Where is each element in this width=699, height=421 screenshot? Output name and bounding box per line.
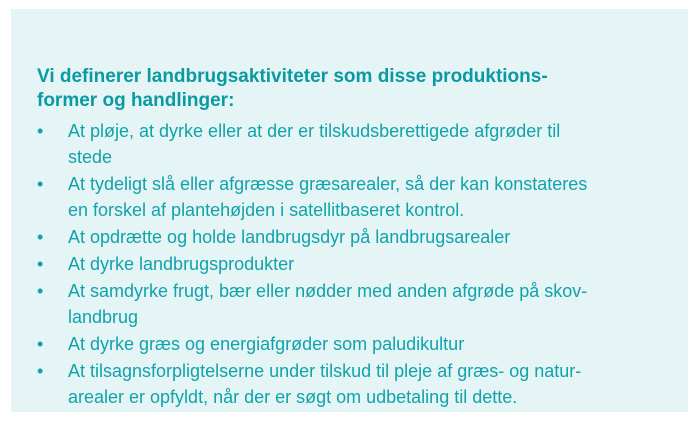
bullet: • bbox=[37, 254, 44, 274]
list-item-line: en forskel af plantehøjden i satellitbaseret kontrol. bbox=[68, 200, 465, 220]
list-item bbox=[11, 118, 688, 170]
list-item-line: arealer er opfyldt, når der er søgt om udbetaling til dette. bbox=[68, 387, 518, 407]
list-item bbox=[11, 358, 688, 410]
heading-line-2: former og handlinger: bbox=[37, 90, 235, 111]
bullet: • bbox=[37, 227, 44, 247]
bullet: • bbox=[37, 361, 44, 381]
list-item-line: At dyrke græs og energiafgrøder som paludikultur bbox=[68, 334, 465, 354]
list-item bbox=[11, 278, 688, 330]
bullet: • bbox=[37, 121, 44, 141]
list-item bbox=[11, 251, 688, 277]
activity-list bbox=[11, 118, 688, 410]
bullet: • bbox=[37, 174, 44, 194]
list-item-line: At tydeligt slå eller afgræsse græsarealer, så der kan konstateres bbox=[68, 174, 588, 194]
list-item-line: At dyrke landbrugsprodukter bbox=[68, 254, 295, 274]
list-item bbox=[11, 171, 688, 223]
bullet: • bbox=[37, 334, 44, 354]
list-item-line: landbrug bbox=[68, 307, 139, 327]
list-item bbox=[11, 224, 688, 250]
list-item-line: At opdrætte og holde landbrugsdyr på landbrugsarealer bbox=[68, 227, 511, 247]
info-box bbox=[11, 9, 688, 412]
bullet: • bbox=[37, 281, 44, 301]
list-item-line: At tilsagnsforpligtelserne under tilskud til pleje af græs- og natur- bbox=[68, 361, 582, 381]
list-item bbox=[11, 331, 688, 357]
heading-line-1: Vi definerer landbrugsaktiviteter som disse produktions- bbox=[37, 66, 548, 87]
list-item-line: At pløje, at dyrke eller at der er tilskudsberettigede afgrøder til bbox=[68, 121, 561, 141]
list-item-line: At samdyrke frugt, bær eller nødder med anden afgrøde på skov- bbox=[68, 281, 588, 301]
list-item-line: stede bbox=[68, 147, 113, 167]
heading bbox=[37, 65, 677, 113]
